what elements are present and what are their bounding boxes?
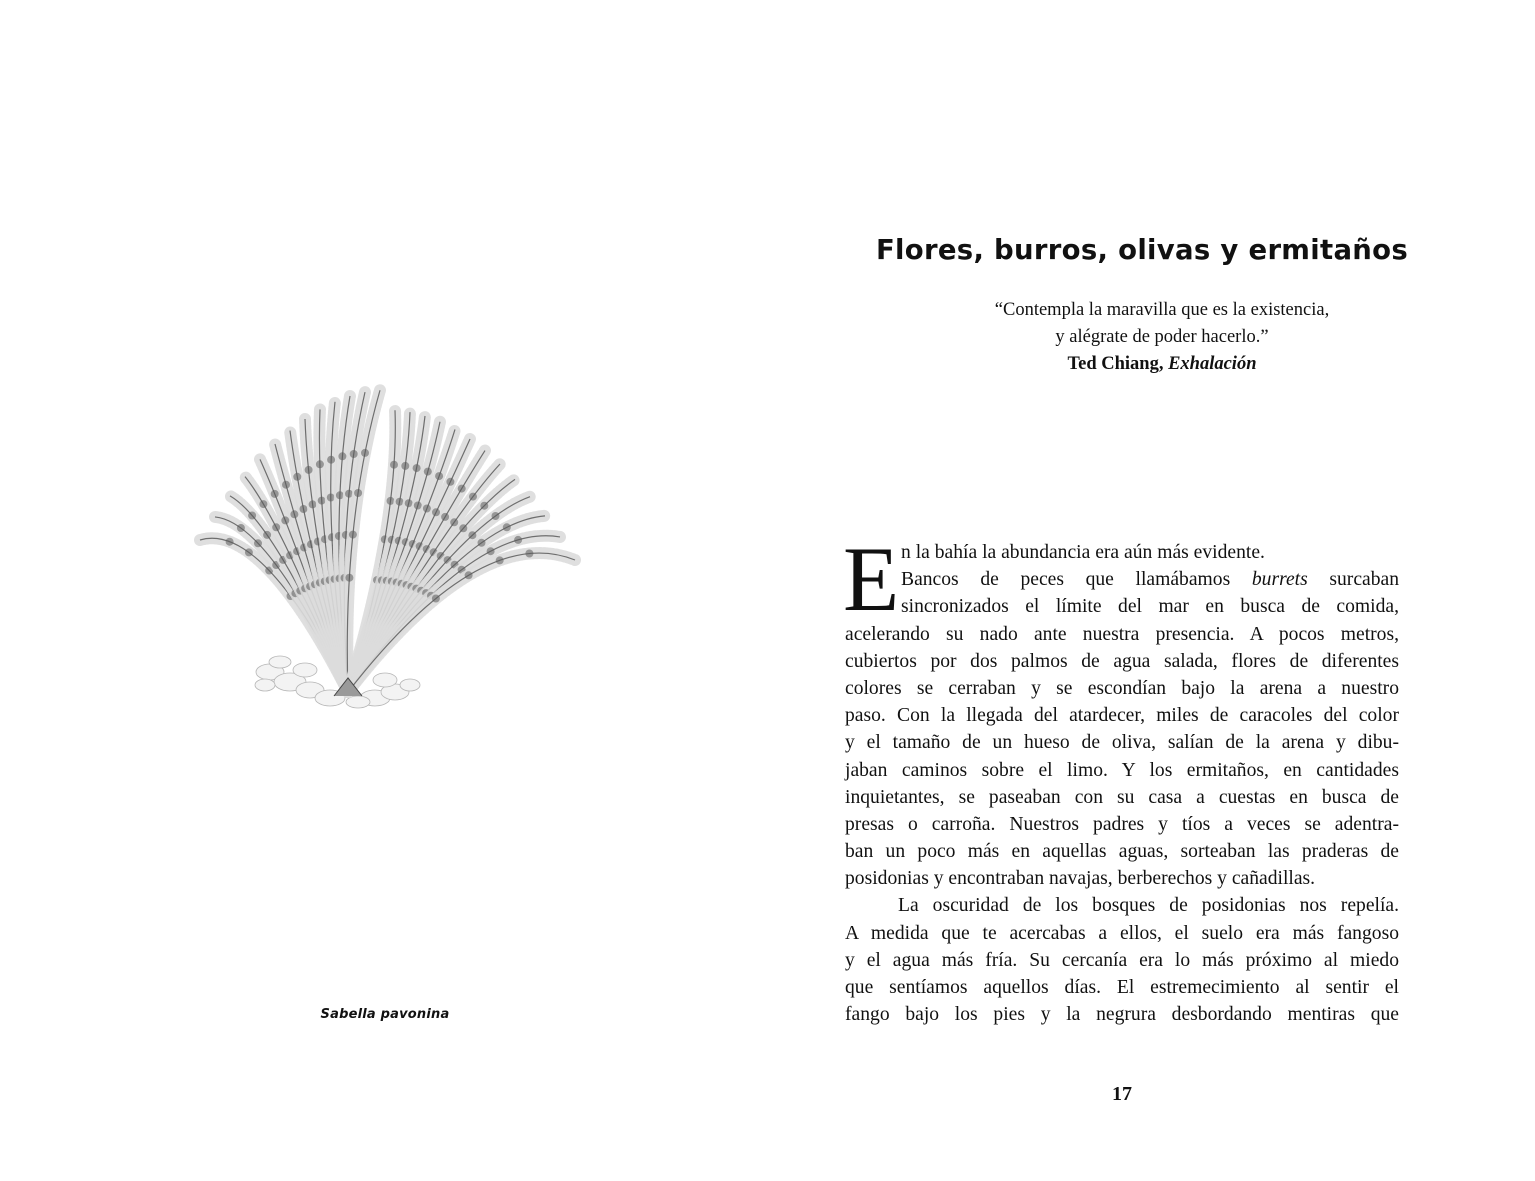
tentacle-band	[441, 513, 449, 521]
tentacle-band	[465, 571, 473, 579]
tentacle-band	[478, 539, 486, 547]
tentacle-band	[424, 468, 432, 476]
body-text	[843, 528, 1400, 1028]
tentacle-band	[290, 510, 298, 518]
body-line: y el agua más fría. Su cercanía era lo más próximo al miedo	[845, 949, 1399, 971]
tentacle-band	[327, 494, 335, 502]
tentacle-band	[458, 485, 466, 493]
chapter-title: Flores, burros, olivas y ermitaños	[875, 234, 1409, 266]
tentacle-band	[272, 523, 280, 531]
body-line: que sentíamos aquellos días. El estremecimiento al sentir el	[845, 977, 1399, 998]
tentacle-band	[361, 449, 369, 457]
tentacle-band	[245, 548, 253, 556]
tentacle-band	[282, 481, 290, 489]
tentacle-band	[423, 505, 431, 513]
body-line: La oscuridad de los bosques de posidonias nos repelía.	[898, 895, 1399, 917]
tentacle-band	[514, 536, 522, 544]
body-line: presas o carroña. Nuestros padres y tíos a veces se adentra-	[845, 813, 1399, 835]
epigraph-line: “Contempla la maravilla que es la existencia,	[994, 300, 1330, 320]
tentacle-band	[309, 500, 317, 508]
tentacle-band	[293, 473, 301, 481]
tentacle-band	[492, 512, 500, 520]
tentacle-band	[263, 531, 271, 539]
epigraph-author: Ted Chiang,	[1067, 354, 1169, 374]
tentacle-band	[446, 478, 454, 486]
tentacle-band	[525, 550, 533, 558]
epigraph	[847, 297, 1477, 378]
body-line: cubiertos por dos palmos de agua salada, flores de diferentes	[845, 650, 1399, 672]
tentacle-band	[259, 500, 267, 508]
body-line: posidonias y encontraban navajas, berberechos y cañadillas.	[845, 868, 1316, 890]
epigraph-source	[847, 351, 1477, 378]
tentacle-band	[480, 502, 488, 510]
tentacle-band	[487, 547, 495, 555]
tentacle-band	[469, 493, 477, 501]
body-line: inquietantes, se paseaban con su casa a cuestas en busca de	[845, 786, 1399, 808]
tentacle-band	[349, 531, 357, 539]
body-line: A medida que te acercabas a ellos, el suelo era más fangoso	[845, 922, 1399, 944]
body-line: fango bajo los pies y la negrura desbordando mentiras que	[845, 1004, 1399, 1026]
tentacle-band	[300, 505, 308, 513]
body-line: y el tamaño de un hueso de oliva, salían de la arena y dibu-	[845, 732, 1399, 754]
right-page	[767, 0, 1535, 1181]
sabella-pavonina-illustration	[180, 380, 590, 740]
body-line: paso. Con la llegada del atardecer, miles de caracoles del color	[845, 705, 1399, 727]
tentacle-band	[254, 539, 262, 547]
body-line: n la bahía la abundancia era aún más evidente.	[901, 542, 1265, 563]
tentacle-band	[459, 524, 467, 532]
tentacle-band	[435, 472, 443, 480]
tentacle-band	[345, 574, 353, 582]
epigraph-line: y alégrate de poder hacerlo.”	[1055, 327, 1269, 347]
italic-term: burrets	[1251, 569, 1308, 591]
tentacle-band	[450, 518, 458, 526]
tentacle-band	[354, 489, 362, 497]
body-line: ban un poco más en aquellas aguas, sorteaban las praderas de	[845, 841, 1399, 863]
tentacle-band	[248, 512, 256, 520]
tentacle-band	[401, 462, 409, 470]
tentacle-band	[316, 460, 324, 468]
tentacle-band	[281, 516, 289, 524]
tentacle-band	[318, 497, 326, 505]
tentacle-band	[271, 490, 279, 498]
tentacle-band	[338, 452, 346, 460]
fan-worm-drawing	[200, 390, 575, 708]
tentacle-band	[413, 464, 421, 472]
body-line: colores se cerraban y se escondían bajo la arena a nuestro	[845, 677, 1399, 699]
tentacle-band	[432, 508, 440, 516]
tentacle-band	[468, 531, 476, 539]
tentacle-band	[327, 456, 335, 464]
tentacle-band	[237, 524, 245, 532]
left-page	[0, 0, 767, 1181]
epigraph-work: Exhalación	[1168, 354, 1257, 374]
page-number: 17	[1112, 1083, 1132, 1105]
illustration-caption: Sabella pavonina	[320, 1007, 450, 1022]
tentacle-band	[350, 450, 358, 458]
tentacle-band	[496, 556, 504, 564]
tentacle-band	[390, 461, 398, 469]
tentacle-band	[226, 538, 234, 546]
tentacle-band	[503, 523, 511, 531]
body-line: Bancos de peces que llamábamos burrets surcaban	[901, 569, 1400, 591]
drop-cap: E	[843, 528, 900, 630]
body-line: acelerando su nado ante nuestra presencia. A pocos metros,	[845, 623, 1399, 645]
tentacle-band	[432, 595, 440, 603]
tentacle-band	[305, 466, 313, 474]
body-line: jaban caminos sobre el limo. Y los ermitaños, en cantidades	[845, 759, 1399, 781]
body-line: sincronizados el límite del mar en busca de comida,	[901, 596, 1399, 618]
